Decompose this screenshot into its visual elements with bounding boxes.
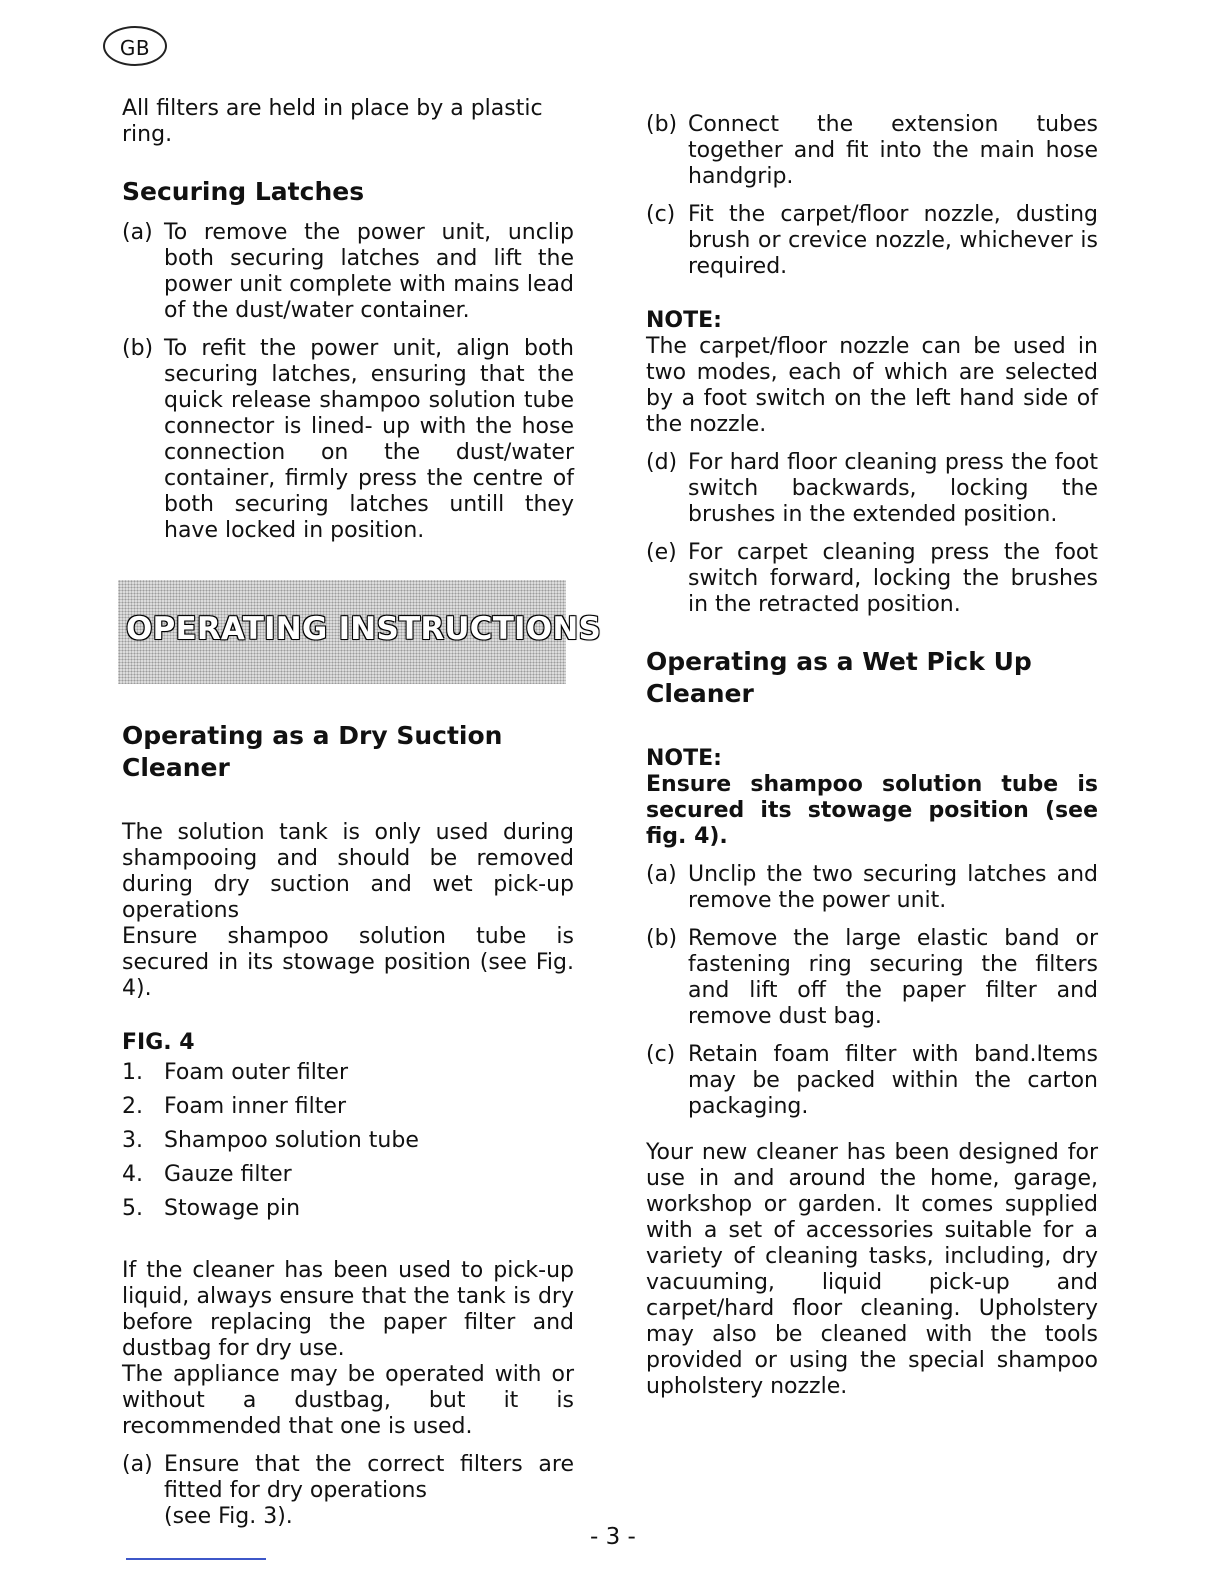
assembly-step-b: [646, 112, 1098, 190]
latch-step-a: [122, 220, 574, 324]
heading-wet-pick-up: Operating as a Wet Pick Up Cleaner: [646, 647, 1032, 708]
list-item-text: Shampoo solution tube: [164, 1128, 419, 1153]
mode-step-d: [646, 450, 1098, 528]
assembly-step-b-label: (b): [646, 112, 678, 137]
list-item-number: 5.: [122, 1196, 143, 1221]
closing-paragraph: Your new cleaner has been designed for use in and around the home, garage, workshop or garden. It comes supplied with a set of accessories suitable for a variety of cleaning tasks, including, dry vacuuming, liquid pick-up and carpet/hard floor cleaning. Upholstery may also be cleaned with the tools provided or using the special shampoo upholstery nozzle.: [646, 1140, 1098, 1399]
wet-step-a-text: Unclip the two securing latches and remove the power unit.: [688, 862, 1098, 913]
latch-step-b-label: (b): [122, 336, 154, 361]
mode-step-e: [646, 540, 1098, 618]
fig-4-title: FIG. 4: [122, 1030, 195, 1055]
latch-step-a-label: (a): [122, 220, 153, 245]
note-1-title: NOTE:: [646, 308, 722, 333]
latch-step-b-text: To refit the power unit, align both securing latches, ensuring that the quick release shampoo solution tube connector is lined- up with the hose connection on the dust/water container, firmly press the centre of both securing latches untill they have locked in position.: [164, 336, 574, 543]
language-badge: GB: [103, 26, 167, 66]
mode-step-e-text: For carpet cleaning press the foot switch forward, locking the brushes in the retracted position.: [688, 540, 1098, 617]
wet-step-c-label: (c): [646, 1042, 676, 1067]
operating-instructions-banner: [118, 580, 602, 684]
latch-step-a-text: To remove the power unit, unclip both securing latches and lift the power unit complete with mains lead of the dust/water container.: [164, 220, 574, 323]
list-item-number: 2.: [122, 1094, 143, 1119]
list-item: [122, 1094, 574, 1120]
left-column: [122, 96, 602, 1530]
latch-step-b: [122, 336, 574, 544]
list-item-number: 4.: [122, 1162, 143, 1187]
dry-step-a: [122, 1452, 574, 1530]
wet-step-b: [646, 926, 1098, 1030]
heading-dry-suction: Operating as a Dry Suction Cleaner: [122, 721, 503, 782]
wet-step-b-text: Remove the large elastic band or fastening ring securing the filters and lift off the paper filter and remove dust bag.: [688, 926, 1098, 1029]
assembly-step-c: [646, 202, 1098, 280]
list-item-number: 1.: [122, 1060, 143, 1085]
liquid-paragraph-1: If the cleaner has been used to pick-up liquid, always ensure that the tank is dry before replacing the paper filter and dustbag for dry use.: [122, 1258, 574, 1361]
wet-step-c-text: Retain foam filter with band.Items may be packed within the carton packaging.: [688, 1042, 1098, 1119]
list-item-text: Foam outer filter: [164, 1060, 349, 1085]
dry-step-a-label: (a): [122, 1452, 153, 1477]
footer-rule: [126, 1558, 266, 1560]
list-item-number: 3.: [122, 1128, 143, 1153]
assembly-step-b-text: Connect the extension tubes together and fit into the main hose handgrip.: [688, 112, 1098, 189]
mode-step-d-text: For hard floor cleaning press the foot switch backwards, locking the brushes in the extended position.: [688, 450, 1098, 527]
assembly-step-c-label: (c): [646, 202, 676, 227]
list-item: [122, 1196, 574, 1222]
assembly-step-c-text: Fit the carpet/floor nozzle, dusting brush or crevice nozzle, whichever is required.: [688, 202, 1098, 279]
dry-step-a-ref: (see Fig. 3).: [164, 1504, 293, 1529]
intro-paragraph: All filters are held in place by a plastic ring.: [122, 96, 543, 147]
heading-securing-latches: Securing Latches: [122, 177, 365, 206]
note-2-title: NOTE:: [646, 746, 722, 771]
list-item: [122, 1162, 574, 1188]
wet-step-a: [646, 862, 1098, 914]
note-2-text: Ensure shampoo solution tube is secured its stowage position (see fig. 4).: [646, 772, 1098, 849]
list-item: [122, 1128, 574, 1154]
dry-paragraph-2: Ensure shampoo solution tube is secured in its stowage position (see Fig. 4).: [122, 924, 574, 1001]
dry-paragraph-1: The solution tank is only used during shampooing and should be removed during dry suction and wet pick-up operations: [122, 820, 574, 923]
mode-step-d-label: (d): [646, 450, 678, 475]
wet-step-c: [646, 1042, 1098, 1120]
list-item-text: Gauze filter: [164, 1162, 292, 1187]
mode-step-e-label: (e): [646, 540, 677, 565]
note-1-text: The carpet/floor nozzle can be used in two modes, each of which are selected by a foot switch on the left hand side of the nozzle.: [646, 334, 1098, 437]
dry-step-a-text: Ensure that the correct filters are fitted for dry operations: [164, 1452, 574, 1503]
liquid-paragraph-2: The appliance may be operated with or without a dustbag, but it is recommended that one is used.: [122, 1362, 574, 1439]
fig-4-list: [122, 1060, 574, 1222]
list-item: [122, 1060, 574, 1086]
wet-step-a-label: (a): [646, 862, 677, 887]
page-number: - 3 -: [590, 1524, 636, 1550]
list-item-text: Foam inner filter: [164, 1094, 346, 1119]
list-item-text: Stowage pin: [164, 1196, 301, 1221]
right-column: [646, 112, 1098, 1400]
banner-title: OPERATING INSTRUCTIONS: [126, 611, 602, 647]
wet-step-b-label: (b): [646, 926, 678, 951]
